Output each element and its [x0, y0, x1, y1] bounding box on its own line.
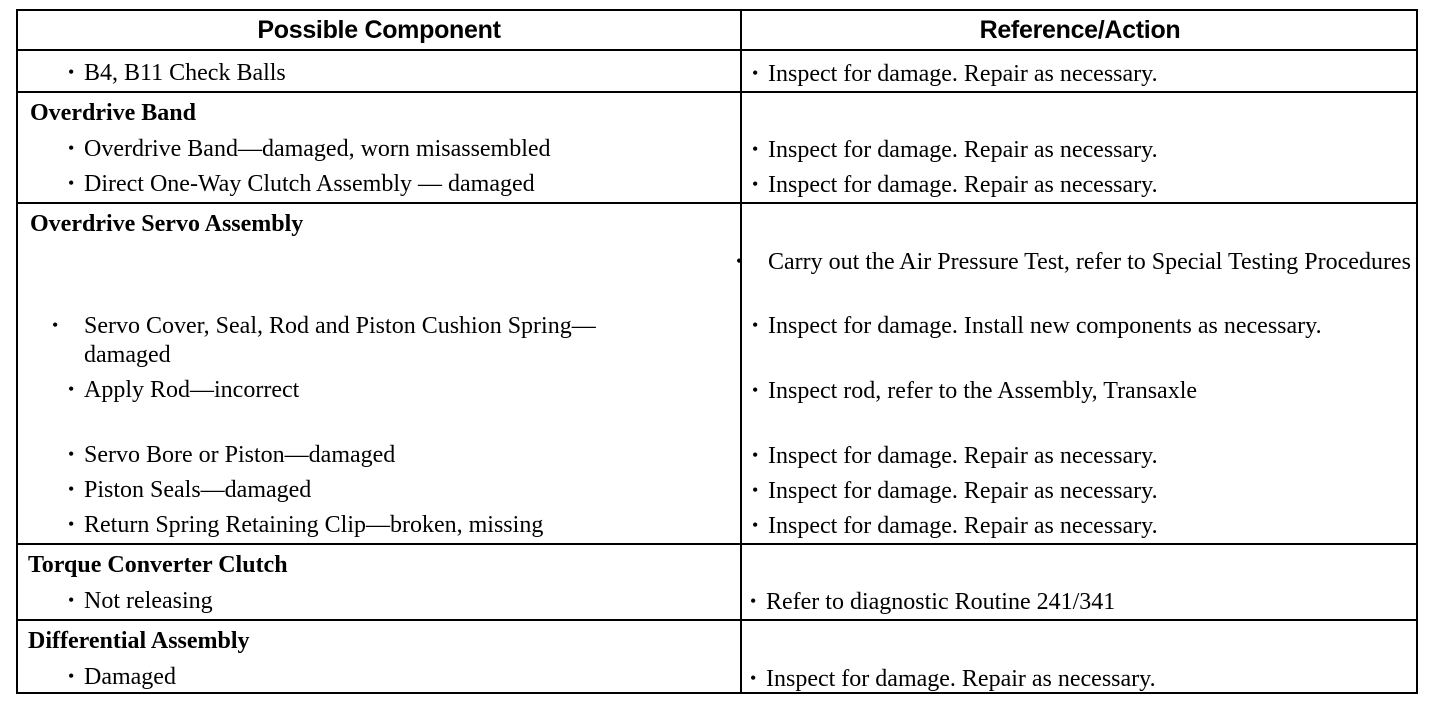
- component-check-balls: • B4, B11 Check Balls: [68, 58, 286, 88]
- header-reference-action: Reference/Action: [979, 16, 1181, 44]
- action-differential-damaged: • Inspect for damage. Repair as necessary.: [750, 664, 1156, 694]
- component-servo-cover: • Servo Cover, Seal, Rod and Piston Cushion Spring—damaged: [68, 311, 644, 370]
- header-possible-component: Possible Component: [257, 16, 501, 44]
- component-return-spring-clip: • Return Spring Retaining Clip—broken, missing: [68, 510, 543, 540]
- section-overdrive-servo: Overdrive Servo Assembly: [30, 211, 304, 237]
- action-servo-bore: • Inspect for damage. Repair as necessary.: [752, 441, 1158, 471]
- component-piston-seals: • Piston Seals—damaged: [68, 475, 311, 505]
- action-not-releasing: • Refer to diagnostic Routine 241/341: [750, 587, 1115, 617]
- component-apply-rod: • Apply Rod—incorrect: [68, 375, 299, 405]
- component-direct-one-way-clutch: • Direct One-Way Clutch Assembly — damaged: [68, 169, 535, 199]
- action-check-balls: • Inspect for damage. Repair as necessary.: [752, 59, 1158, 89]
- row-divider: [18, 202, 1416, 204]
- action-return-spring-clip: • Inspect for damage. Repair as necessary.: [752, 511, 1158, 541]
- row-divider: [18, 619, 1416, 621]
- section-differential: Differential Assembly: [28, 628, 250, 654]
- action-servo-cover: • Inspect for damage. Install new components as necessary.: [752, 311, 1322, 341]
- column-divider: [740, 11, 742, 692]
- action-apply-rod: • Inspect rod, refer to the Assembly, Transaxle: [752, 376, 1197, 406]
- row-divider: [18, 91, 1416, 93]
- header-divider: [18, 49, 1416, 51]
- section-torque-converter: Torque Converter Clutch: [28, 552, 288, 578]
- component-servo-bore: • Servo Bore or Piston—damaged: [68, 440, 395, 470]
- action-direct-one-way-clutch: • Inspect for damage. Repair as necessary.: [752, 170, 1158, 200]
- row-divider: [18, 543, 1416, 545]
- section-overdrive-band: Overdrive Band: [30, 100, 196, 126]
- action-piston-seals: • Inspect for damage. Repair as necessary.: [752, 476, 1158, 506]
- action-overdrive-band: • Inspect for damage. Repair as necessary.: [752, 135, 1158, 165]
- component-overdrive-band: • Overdrive Band—damaged, worn misassembled: [68, 134, 551, 164]
- diagnostic-table: [16, 9, 1418, 694]
- component-not-releasing: • Not releasing: [68, 586, 213, 616]
- action-air-pressure-test: • Carry out the Air Pressure Test, refer to Special Testing Procedures: [752, 247, 1418, 277]
- component-differential-damaged: • Damaged: [68, 662, 176, 692]
